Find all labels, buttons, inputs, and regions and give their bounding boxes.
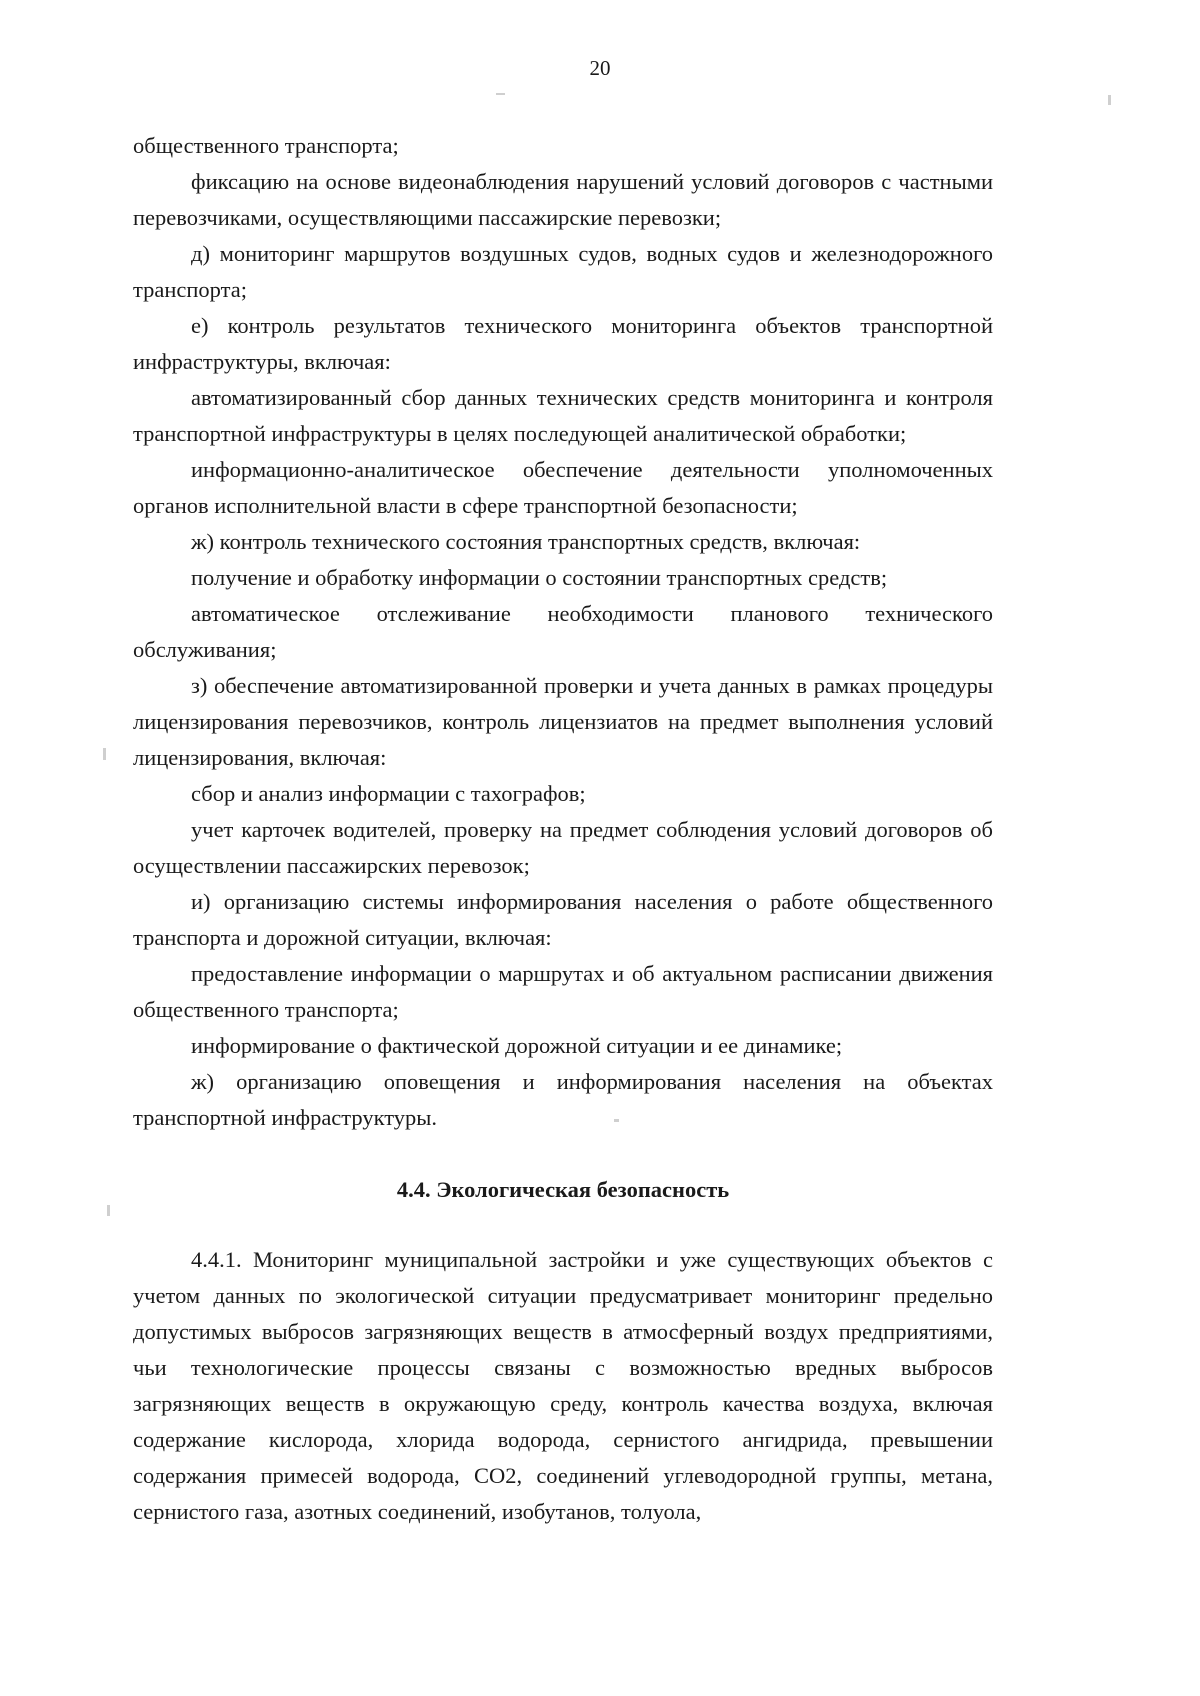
document-body	[133, 128, 993, 1530]
paragraph: учет карточек водителей, проверку на предмет соблюдения условий договоров об осуществлении пассажирских перевозок;	[133, 817, 993, 878]
paragraph: сбор и анализ информации с тахографов;	[191, 781, 586, 806]
paragraph: информирование о фактической дорожной ситуации и ее динамике;	[191, 1033, 843, 1058]
paragraph: автоматизированный сбор данных технических средств мониторинга и контроля транспортной инфраструктуры в целях последующей аналитической обработки;	[133, 385, 993, 446]
paragraph: е) контроль результатов технического мониторинга объектов транспортной инфраструктуры, включая:	[133, 313, 993, 374]
scan-artifact	[103, 748, 106, 760]
paragraph: 4.4.1. Мониторинг муниципальной застройки и уже существующих объектов с учетом данных по экологической ситуации предусматривает мониторинг предельно допустимых выбросов загрязняющих веществ в атмосферный воздух предприятиями, чьи технологические процессы связаны с возможностью вредных выбросов загрязняющих веществ в окружающую среду, контроль качества воздуха, включая содержание кислорода, хлорида водорода, сернистого ангидрида, превышении содержания примесей водорода, СО2, соединений углеводородной группы, метана, сернистого газа, азотных соединений, изобутанов, толуола,	[133, 1247, 993, 1524]
paragraph: общественного транспорта;	[133, 133, 399, 158]
paragraph: информационно-аналитическое обеспечение деятельности уполномоченных органов исполнительной власти в сфере транспортной безопасности;	[133, 457, 993, 518]
scan-artifact	[496, 93, 505, 95]
scan-artifact	[107, 1205, 110, 1216]
paragraph: ж) контроль технического состояния транспортных средств, включая:	[191, 529, 861, 554]
paragraph: получение и обработку информации о состоянии транспортных средств;	[191, 565, 888, 590]
section-heading: 4.4. Экологическая безопасность	[396, 1177, 730, 1202]
paragraph: предоставление информации о маршрутах и об актуальном расписании движения общественного транспорта;	[133, 961, 993, 1022]
paragraph: ж) организацию оповещения и информирования населения на объектах транспортной инфраструктуры.	[133, 1069, 993, 1130]
paragraph: и) организацию системы информирования населения о работе общественного транспорта и дорожной ситуации, включая:	[133, 889, 993, 950]
paragraph: з) обеспечение автоматизированной проверки и учета данных в рамках процедуры лицензирования перевозчиков, контроль лицензиатов на предмет выполнения условий лицензирования, включая:	[133, 673, 993, 770]
page-number: 20	[589, 56, 611, 80]
scan-artifact	[1108, 95, 1111, 105]
paragraph: фиксацию на основе видеонаблюдения нарушений условий договоров с частными перевозчиками, осуществляющими пассажирские перевозки;	[133, 169, 993, 230]
paragraph: д) мониторинг маршрутов воздушных судов, водных судов и железнодорожного транспорта;	[133, 241, 993, 302]
paragraph: автоматическое отслеживание необходимости планового технического обслуживания;	[133, 601, 993, 662]
